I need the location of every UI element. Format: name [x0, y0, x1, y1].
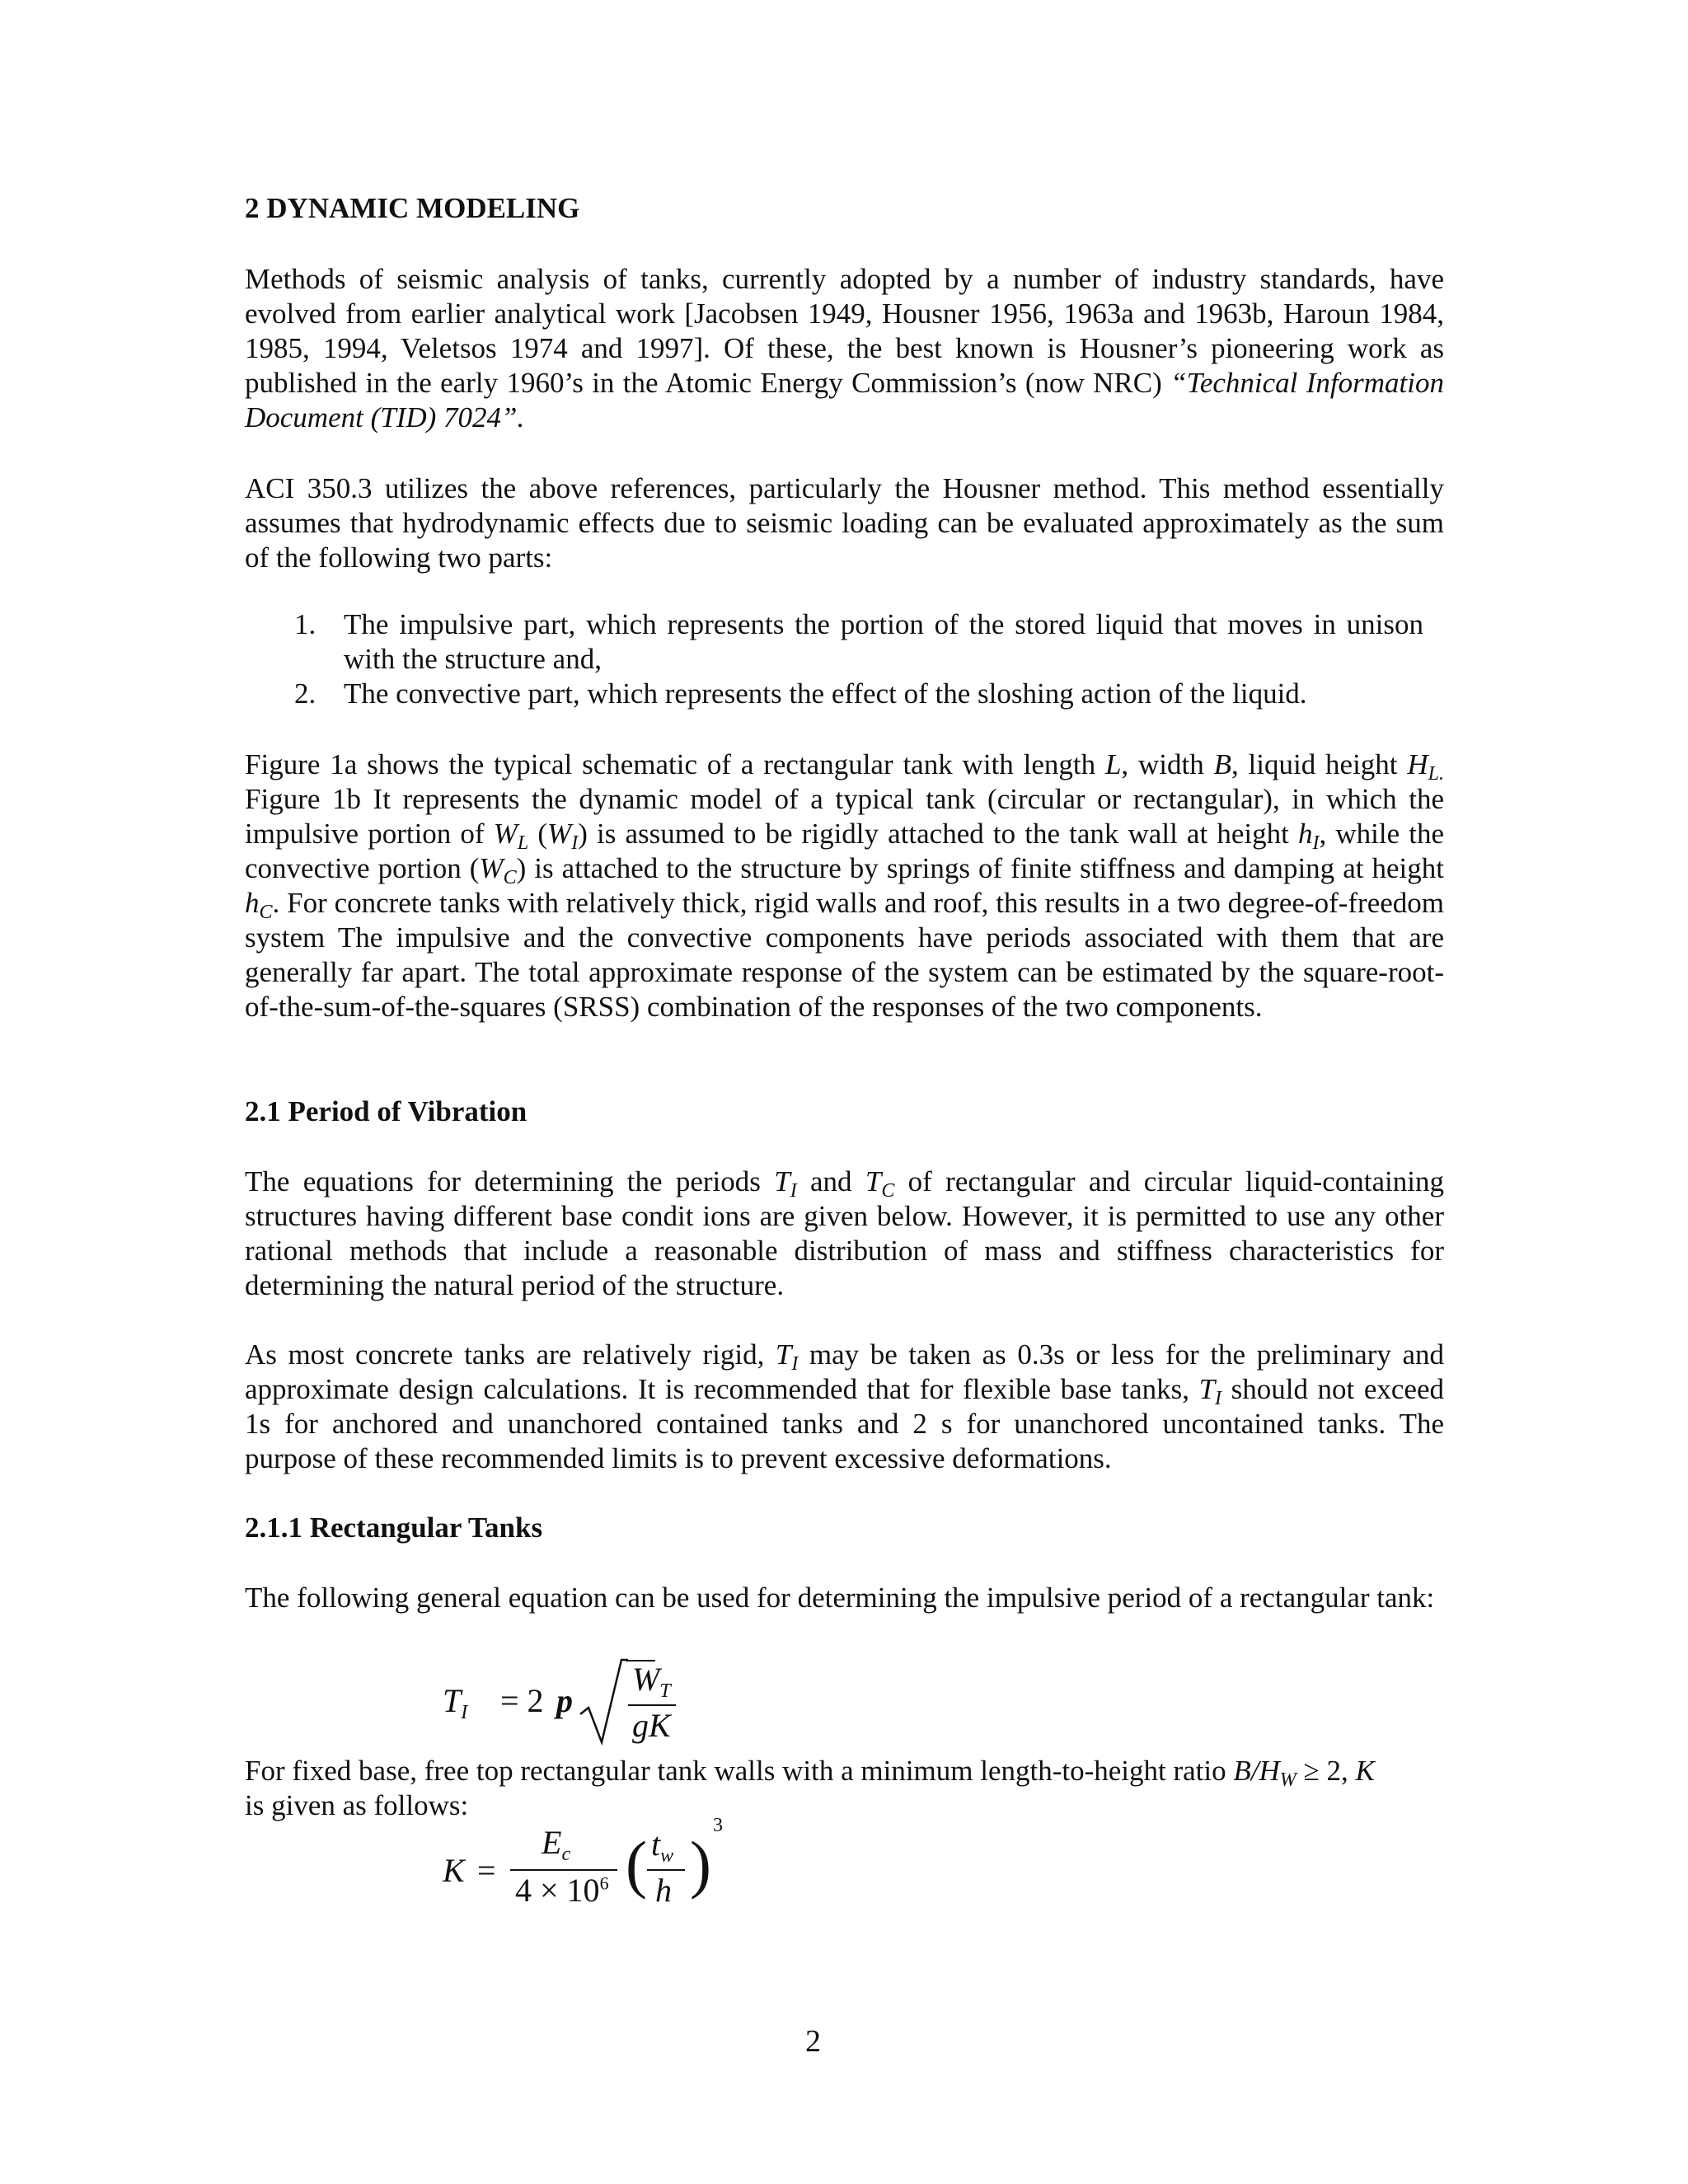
rectangular-paragraph: The following general equation can be used for determining the impulsive period of a rectangular tank: [245, 1582, 1435, 1614]
aci-paragraph: ACI 350.3 utilizes the above references, particularly the Housner method. This method essentially assumes that hydrodynamic effects due to seismic loading can be evaluated approximately as the sum of the following two parts: [245, 472, 1444, 574]
intro-paragraph: Methods of seismic analysis of tanks, currently adopted by a number of industry standards, have evolved from earlier analytical work [Jacobsen 1949, Housner 1956, 1963a and 1963b, Haroun 1984, 1985, 1994, Veletsos 1974 and 1997]. Of these, the best known is Housner’s pioneering work as published in the early 1960’s in the Atomic Energy Commission’s (now NRC) “Technical Information Document (TID) 7024”. [245, 263, 1445, 434]
subsection-heading-period: 2.1 Period of Vibration [245, 1095, 528, 1127]
period-paragraph: The equations for determining the periods $T_I$ and $T_C$ of rectangular and circular liquid-containing structures having different base condit ions are given below. However, it is permitted to use any other rational methods that include a reasonable distribution of mass and stiffness characteristics for determining the natural period of the structure. [245, 1165, 1444, 1301]
section-heading: 2 DYNAMIC MODELING [245, 192, 580, 224]
figure-paragraph: Figure 1a shows the typical schematic of a rectangular tank with length L, width B, liquid height $H_{L.}$ Figure 1b It represents the dynamic model of a typical tank (circular or rectangular), in which the impulsive portion of $W_L$ $(W_I)$ is assumed to be rigidly attached to the tank wall at height $h_I$, while the convective portion $(W_C)$ is attached to the structure by springs of finite stiffness and damping at height $h_C$. For concrete tanks with relatively thick, rigid walls and roof, this results in a two degree-of-freedom system The impulsive and the convective components have periods associated with them that are generally far apart. The total approximate response of the system can be estimated by the square-root-of-the-sum-of-the-squares (SRSS) combination of the responses of the two components. [245, 748, 1445, 1023]
subsection-heading-rectangular: 2.1.1 Rectangular Tanks [245, 1511, 543, 1544]
fixed-base-paragraph: For fixed base, free top rectangular tank walls with a minimum length-to-height ratio $B/H_W \ge 2$, K is given as follows: [245, 1755, 1375, 1821]
sqrt-sign [579, 1657, 628, 1747]
page-number: 2 [805, 2024, 821, 2059]
parts-list [245, 607, 1423, 711]
rigid-paragraph: As most concrete tanks are relatively rigid, $T_I$ may be taken as 0.3s or less for the preliminary and approximate design calculations. It is recommended that for flexible base tanks, $T_I$ should not exceed 1s for anchored and unanchored contained tanks and 2 s for unanchored uncontained tanks. The purpose of these recommended limits is to prevent excessive deformations. [245, 1338, 1444, 1474]
impulsive-period-equation: $T_I$ = 2 p $W_T$ gK [443, 1657, 871, 1747]
list-item: 1. The impulsive part, which represents the portion of the stored liquid that moves in unison with the structure and, [294, 608, 1423, 675]
list-item: 2. The convective part, which represents the effect of the sloshing action of the liquid. [294, 677, 1307, 710]
document-page [245, 0, 1444, 2184]
stiffness-equation: K = $E_c$ $4 \times 10^6$ ( $t_w$ h ) 3 [443, 1815, 723, 1909]
